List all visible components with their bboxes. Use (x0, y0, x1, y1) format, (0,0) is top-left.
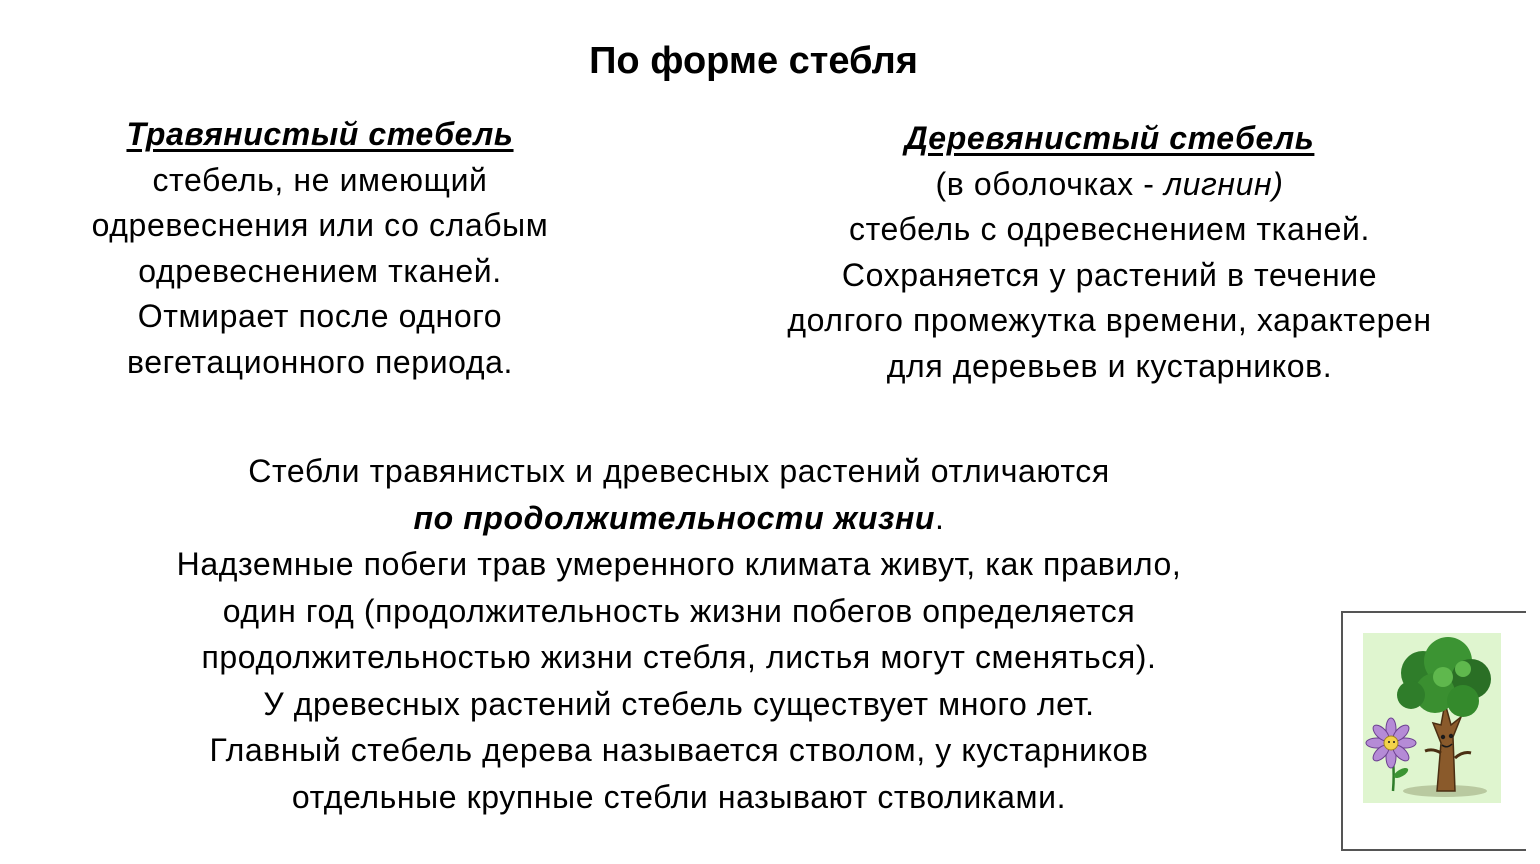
herbaceous-line: Отмирает после одного (137, 298, 503, 334)
herbaceous-stem-heading: Травянистый стебель (126, 116, 514, 152)
comparison-text (40, 448, 1318, 820)
comparison-line: Стебли травянистых и древесных растений отличаются (248, 453, 1110, 489)
lifespan-period: . (935, 499, 945, 536)
comparison-line: отдельные крупные стебли называют стволиками. (291, 778, 1067, 815)
lifespan-line (40, 495, 1318, 542)
herbaceous-line: вегетационного периода. (126, 343, 514, 380)
lifespan-emphasis: по продолжительности жизни (413, 499, 936, 536)
herbaceous-line: одревеснением тканей. (138, 252, 502, 289)
page-title: По форме стебля (589, 40, 918, 82)
comparison-line: Главный стебель дерева называется стволом, у кустарников (209, 732, 1149, 768)
lignin-term: лигнин) (1164, 165, 1284, 202)
woody-stem-heading: Деревянистый стебель (904, 120, 1315, 156)
tree-illustration (1363, 633, 1501, 803)
lignin-note (722, 162, 1497, 208)
comparison-line: У древесных растений стебель существует много лет. (263, 685, 1095, 722)
woody-line: для деревьев и кустарников. (886, 347, 1333, 384)
tree-and-flower-icon (1363, 633, 1501, 803)
herbaceous-line: стебель, не имеющий (152, 161, 488, 198)
woody-line: стебель с одревеснением тканей. (848, 211, 1371, 247)
comparison-line: один год (продолжительность жизни побегов определяется (222, 592, 1136, 629)
comparison-line: продолжительностью жизни стебля, листья могут сменяться). (201, 639, 1157, 675)
herbaceous-stem-block (40, 112, 600, 385)
comparison-line: Надземные побеги трав умеренного климата живут, как правило, (176, 546, 1182, 582)
woody-stem-block (722, 116, 1497, 389)
woody-line: Сохраняется у растений в течение (841, 256, 1378, 293)
woody-line: долгого промежутка времени, характерен (787, 302, 1432, 338)
lignin-note-text: (в оболочках - (935, 165, 1164, 202)
picture-frame (1341, 611, 1526, 851)
herbaceous-line: одревеснения или со слабым (91, 207, 549, 243)
